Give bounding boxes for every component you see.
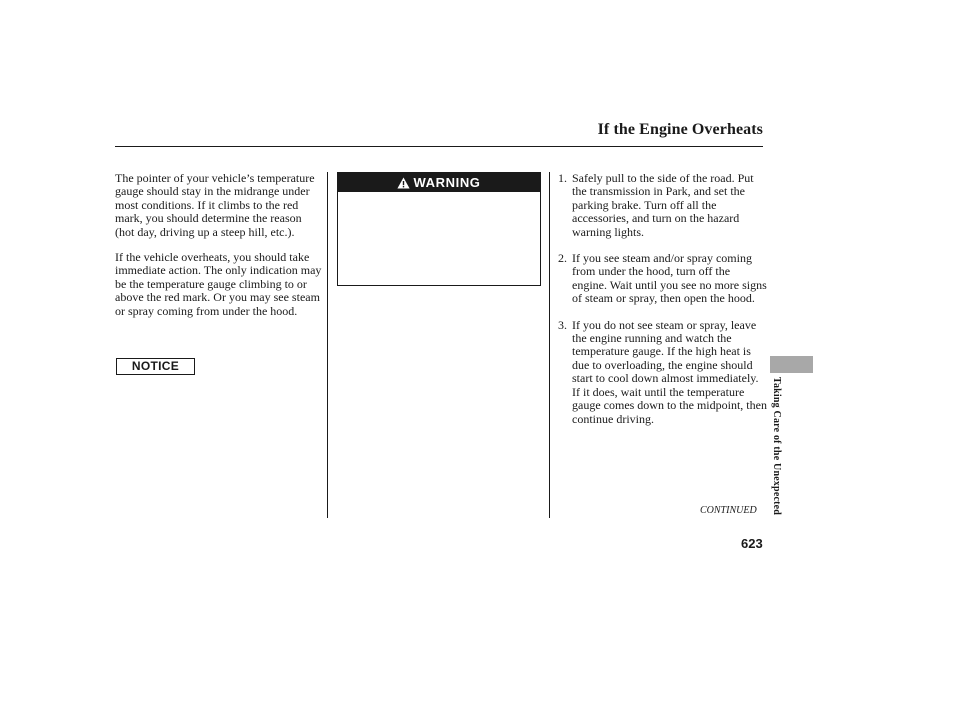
paragraph-overheat: If the vehicle overheats, you should take immediate action. The only indication may be the temperature gauge climbing to or above the red mark. Or you may see steam or spray coming from under the hood. <box>115 250 322 318</box>
notice-label: NOTICE <box>116 358 195 375</box>
step-text: Safely pull to the side of the road. Put the transmission in Park, and set the parking brake. Turn off all the accessories, and turn on the hazard warning lights. <box>572 171 754 239</box>
warning-triangle-icon <box>397 177 410 189</box>
step-number: 2. <box>558 251 567 266</box>
warning-header <box>338 173 540 192</box>
left-column <box>115 172 323 330</box>
step-item <box>558 319 768 426</box>
header-rule <box>115 146 763 147</box>
step-item <box>558 252 768 306</box>
column-divider-left <box>327 172 328 518</box>
page-number: 623 <box>741 536 763 551</box>
warning-box <box>337 172 541 286</box>
section-tab <box>770 356 813 373</box>
step-item <box>558 172 768 239</box>
step-number: 1. <box>558 171 567 185</box>
page-title: If the Engine Overheats <box>597 121 763 138</box>
section-label: Taking Care of the Unexpected <box>771 377 782 516</box>
warning-label: WARNING <box>413 175 481 190</box>
column-divider-right <box>549 172 550 518</box>
step-number: 3. <box>558 317 567 332</box>
step-text: If you see steam and/or spray coming from under the hood, turn off the engine. Wait until you see no more signs of steam or spray, then open the hood. <box>572 251 767 306</box>
continued-label: CONTINUED <box>700 505 757 516</box>
steps-column <box>558 172 768 439</box>
step-text: If you do not see steam or spray, leave the engine running and watch the temperature gauge. If the high heat is due to overloading, the engine should start to cool down almost immediately. If it does, wait until the temperature gauge comes down to the midpoint, then continue driving. <box>572 317 767 426</box>
paragraph-gauge: The pointer of your vehicle’s temperature gauge should stay in the midrange under most conditions. If it climbs to the red mark, you should determine the reason (hot day, driving up a steep hill, etc.). <box>115 171 315 239</box>
